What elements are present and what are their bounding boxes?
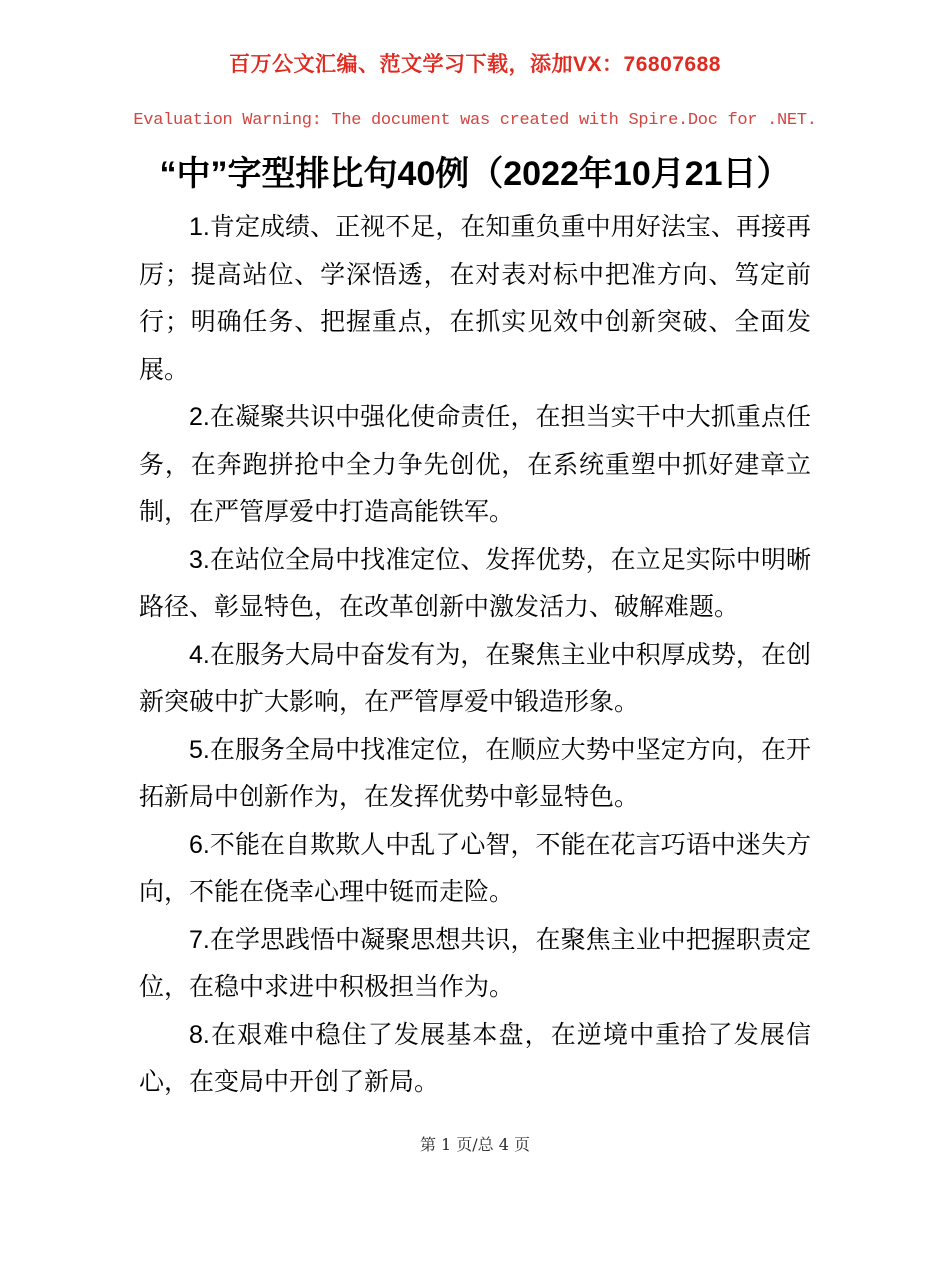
body-paragraph: 8.在艰难中稳住了发展基本盘，在逆境中重拾了发展信心，在变局中开创了新局。	[139, 1020, 811, 1096]
body-paragraph: 1.肯定成绩、正视不足，在知重负重中用好法宝、再接再厉；提高站位、学深悟透，在对表对标中把准方向、笃定前行；明确任务、把握重点，在抓实见效中创新突破、全面发展。	[139, 213, 811, 384]
body-paragraph: 3.在站位全局中找准定位、发挥优势，在立足实际中明晰路径、彰显特色，在改革创新中激发活力、破解难题。	[139, 545, 811, 621]
document-body	[139, 204, 811, 1107]
page-number-indicator: 第 1 页/总 4 页	[419, 1134, 531, 1154]
body-paragraph: 6.不能在自欺欺人中乱了心智，不能在花言巧语中迷失方向，不能在侥幸心理中铤而走险。	[139, 830, 811, 906]
document-title: “中”字型排比句40例（2022年10月21日）	[159, 155, 791, 193]
body-paragraph: 7.在学思践悟中凝聚思想共识，在聚焦主业中把握职责定位，在稳中求进中积极担当作为。	[139, 925, 811, 1001]
body-paragraph: 2.在凝聚共识中强化使命责任，在担当实干中大抓重点任务，在奔跑拼抢中全力争先创优，在系统重塑中抓好建章立制，在严管厚爱中打造高能铁军。	[139, 403, 811, 526]
document-page	[0, 50, 950, 1280]
body-paragraph: 4.在服务大局中奋发有为，在聚焦主业中积厚成势，在创新突破中扩大影响，在严管厚爱中锻造形象。	[139, 640, 811, 716]
evaluation-warning-text: Evaluation Warning: The document was created with Spire.Doc for .NET.	[133, 111, 817, 130]
body-paragraph: 5.在服务全局中找准定位，在顺应大势中坚定方向，在开拓新局中创新作为，在发挥优势中彰显特色。	[139, 735, 811, 811]
promo-header-text: 百万公文汇编、范文学习下载，添加VX：76807688	[229, 53, 721, 76]
